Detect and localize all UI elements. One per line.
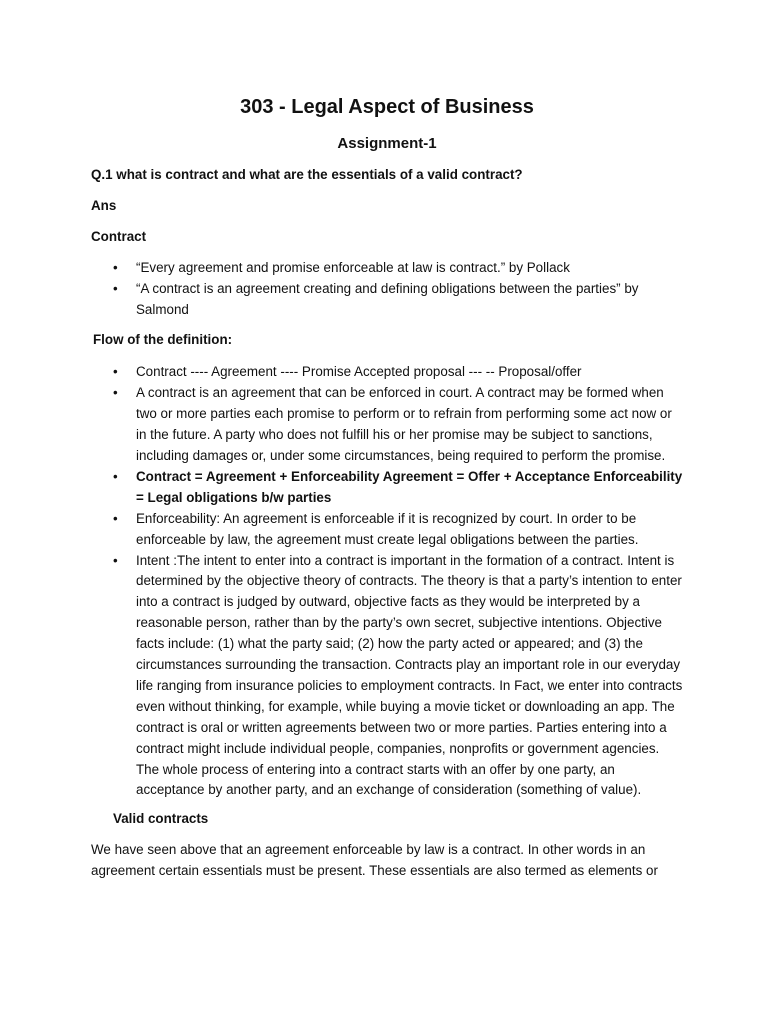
flow-item-text: A contract is an agreement that can be enforced in court. A contract may be formed when two or more parties each promise to perform or to refrain from performing some act now or in the future. A party who does not fulfill his or her promise may be subject to sanctions, including damages or, under some circumstances, being required to perform the promise. (136, 385, 672, 463)
contract-heading: Contract (91, 228, 147, 244)
flow-item-text: Enforceability: An agreement is enforceable if it is recognized by court. In order to be enforceable by law, the agreement must create legal obligations between the parties. (136, 510, 639, 547)
bullet-icon: • (113, 364, 118, 380)
document-title: 303 - Legal Aspect of Business (240, 96, 534, 118)
valid-contracts-paragraph: We have seen above that an agreement enforceable by law is a contract. In other words in an agreement certain essentials must be present. These essentials are also termed as elements or (91, 842, 658, 879)
definition-text: “Every agreement and promise enforceable at law is contract.” by Pollack (136, 259, 570, 275)
question-text: Q.1 what is contract and what are the essentials of a valid contract? (91, 167, 523, 182)
flow-item (91, 362, 683, 383)
definitions-list (91, 258, 683, 321)
valid-contracts-heading: Valid contracts (113, 811, 209, 827)
bullet-icon: • (113, 552, 118, 568)
flow-item (91, 551, 683, 802)
flow-list (91, 362, 683, 801)
flow-item (91, 467, 683, 509)
definition-text: “A contract is an agreement creating and defining obligations between the parties” by Salmond (136, 280, 639, 317)
flow-item (91, 383, 683, 467)
answer-label: Ans (91, 197, 117, 213)
flow-item-text: Contract ---- Agreement ---- Promise Accepted proposal --- -- Proposal/offer (136, 364, 582, 380)
flow-item-text: Intent :The intent to enter into a contract is important in the formation of a contract. Intent is determined by the objective theory of contracts. The theory is that a party’s intention to enter into a contract is judged by outward, objective facts as they would be interpreted by a reasonable person, rather than by the party’s own secret, subjective intentions. Objective facts include: (1) what the party said; (2) how the party acted or appeared; and (3) the circumstances surrounding the transaction. Contracts play an important role in our everyday life ranging from insurance policies to employment contracts. In Fact, we enter into contracts even without thinking, for example, while buying a movie ticket or downloading an app. The contract is oral or written agreements between two or more parties. Parties entering into a contract might include individual people, companies, nonprofits or government agencies. The whole process of entering into a contract starts with an offer by one party, an acceptance by another party, and an exchange of consideration (something of value). (136, 552, 683, 798)
flow-item (91, 509, 683, 551)
flow-heading: Flow of the definition: (93, 332, 233, 348)
flow-item-text: Contract = Agreement + Enforceability Agreement = Offer + Acceptance Enforceability = Legal obligations b/w parties (136, 468, 683, 505)
bullet-icon: • (113, 468, 118, 484)
bullet-icon: • (113, 385, 118, 401)
definition-item (91, 258, 683, 279)
assignment-subtitle: Assignment-1 (337, 135, 437, 152)
document-content (91, 93, 683, 882)
bullet-icon: • (113, 510, 118, 526)
bullet-icon: • (113, 259, 118, 275)
definition-item (91, 279, 683, 321)
bullet-icon: • (113, 280, 118, 296)
